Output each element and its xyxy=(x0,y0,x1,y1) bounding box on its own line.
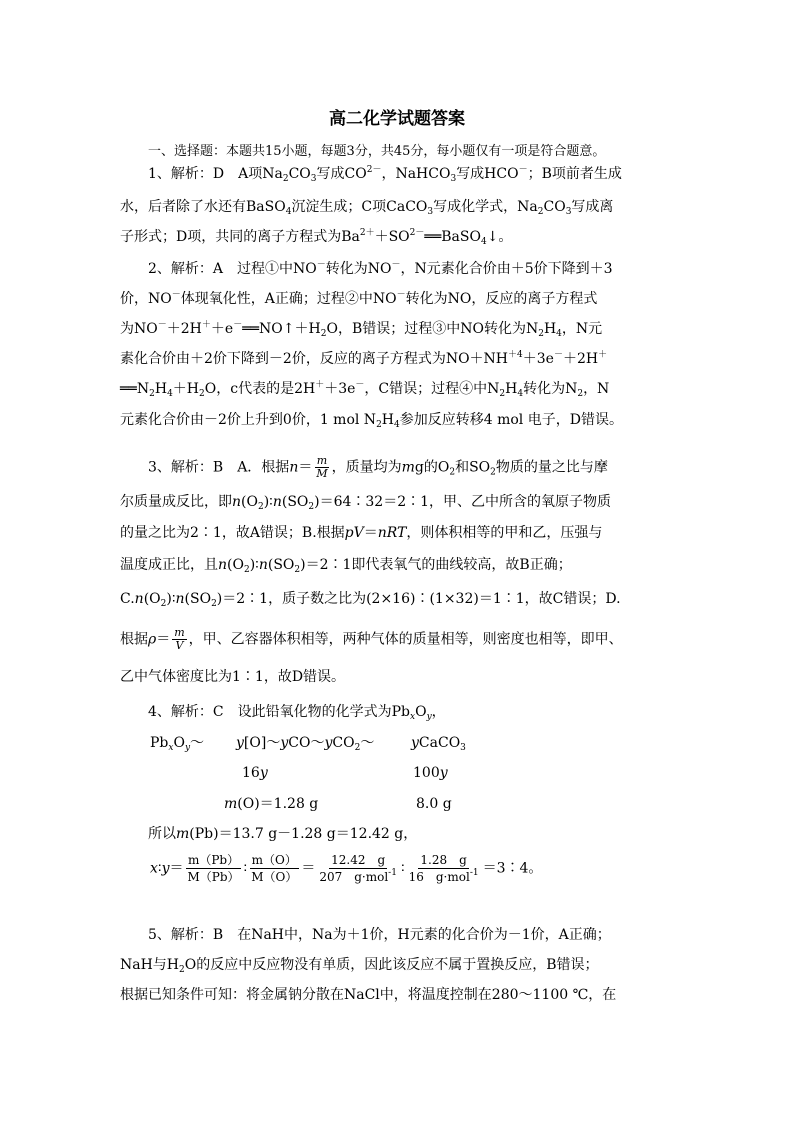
q1-line-2: 水，后者除了水还有BaSO$_4$沉淀生成；C项CaCO$_3$写成化学式，$Na_2CO_3$写成离 xyxy=(120,199,614,217)
section-header: 一、选择题：本题共15小题，每题3分，共45分，每小题仅有一项是符合题意。 xyxy=(148,144,606,159)
fraction-m-over-M: $\frac{m}{M}$ xyxy=(316,454,328,480)
fraction-12-42: $\frac{12.42 g}{207 g\cdot mol^{-1}}$ xyxy=(319,853,397,884)
q4-relation-100y: 100y xyxy=(413,765,448,781)
q2-line-4: 素化合价由＋2价下降到－2价，反应的离子方程式为$NO+NH^{+4}+3e^-+2H^+$ xyxy=(120,350,608,367)
q1-line-1: 1、解析：D A项$Na_2CO_3$写成$CO^{2-}$，NaHCO$_3$写成HCO－；B项前者生成 xyxy=(148,165,622,184)
q5-line-1: 5、解析：B 在NaH中，Na为＋1价，H元素的化合价为－1价，A正确； xyxy=(148,927,611,943)
q4-relation-8g: 8.0 g xyxy=(416,796,452,812)
q5-line-3: 根据已知条件可知：将金属钠分散在NaCl中，将温度控制在280～1100 ℃，在 xyxy=(120,987,617,1003)
q2-line-5: $══N_2H_4+H_2O$，c代表的是2H＋＋3e－，C错误；过程④中$N_2H_4$转化为$N_2$，N xyxy=(120,380,610,399)
q3-line-6: 根据ρ＝ $\frac{m}{V}$ ，甲、乙容器体积相等，两种气体的质量相等，则密度也相等，即甲、 xyxy=(120,626,623,652)
q5-line-2: NaH与$H_2O$的反应中反应物没有单质，因此该反应不属于置换反应，B错误； xyxy=(120,957,599,975)
fraction-m-O: $\frac{m(O)}{M(O)}$ xyxy=(251,853,298,884)
q3-line-1: 3、解析：B A．根据n＝ $\frac{m}{M}$ ，质量均为mg的$O_2$和$SO_2$物质的量之比与摩 xyxy=(148,454,608,480)
q3-line-7: 乙中气体密度比为1∶1，故D错误。 xyxy=(120,669,346,685)
q3-line-2: 尔质量成反比，即$n(O_2)∶n(SO_2)=64∶32=2∶1$，甲、乙中所含的氧原子物质 xyxy=(120,494,612,512)
fraction-1-28: $\frac{1.28 g}{16 g\cdot mol^{-1}}$ xyxy=(408,853,479,884)
q2-line-2: 价，NO－体现氧化性，A正确；过程②中NO－转化为NO，反应的离子方程式 xyxy=(120,290,598,307)
page-title: 高二化学试题答案 xyxy=(329,109,465,129)
q4-relation-16y: 16y xyxy=(242,765,268,781)
q2-line-1: 2、解析：A 过程①中NO－转化为NO－，N元素化合价由＋5价下降到＋3 xyxy=(148,260,613,277)
q3-line-5: $C.n(O_2)∶n(SO_2)=2∶1$，质子数之比为(2×16)∶(1×32)＝1∶1，故C错误；D. xyxy=(120,591,621,609)
q4-relation-chain: y[O]～yCO～yCO$_2$～ xyxy=(236,735,375,753)
fraction-m-over-V: $\frac{m}{V}$ xyxy=(174,626,185,652)
q4-relation-mO: m(O)＝1.28 g xyxy=(224,796,319,812)
q4-line-1: 4、解析：C 设此铅氧化物的化学式为$Pb_xO_y$， xyxy=(148,704,446,722)
q1-line-3: 子形式；D项，共同的离子方程式为$Ba^{2+}+SO^{2-}══BaSO_4↓$。 xyxy=(120,228,513,247)
q4-relation-caco3: yCaCO$_3$ xyxy=(411,735,466,753)
fraction-m-Pb: $\frac{m(Pb)}{M(Pb)}$ xyxy=(187,853,240,884)
q2-line-3: 为$NO^-+2H^++e^-══NO↑+H_2O$，B错误；过程③中NO转化为$N_2H_4$，N元 xyxy=(120,320,603,339)
q3-line-4: 温度成正比，且$n(O_2)∶n(SO_2)=2∶1$即代表氧气的曲线较高，故B正确； xyxy=(120,557,572,575)
q3-line-3: 的量之比为2∶1，故A错误；B.根据pV＝nRT，则体积相等的甲和乙，压强与 xyxy=(120,525,603,541)
q4-relation-formula: $Pb_xO_y\sim$ xyxy=(150,735,205,753)
q4-ratio-equation: x∶y＝ $\frac{m(Pb)}{M(Pb)}$ ∶ $\frac{m(O)}{M(O)}$ ＝ $\frac{12.42 g}{207 g\cdot mol^{-1}}$ ∶ $\frac{1.28 g}{16 g\cdot mol^{-1}}$ ＝3∶4。 xyxy=(150,853,543,884)
q4-line-5: 所以m(Pb)＝13.7 g－1.28 g＝12.42 g， xyxy=(148,826,418,842)
q2-line-6: 元素化合价由－2价上升到0价，1 mol $N_2H_4$参加反应转移4 mol 电子，D错误。 xyxy=(120,412,623,430)
